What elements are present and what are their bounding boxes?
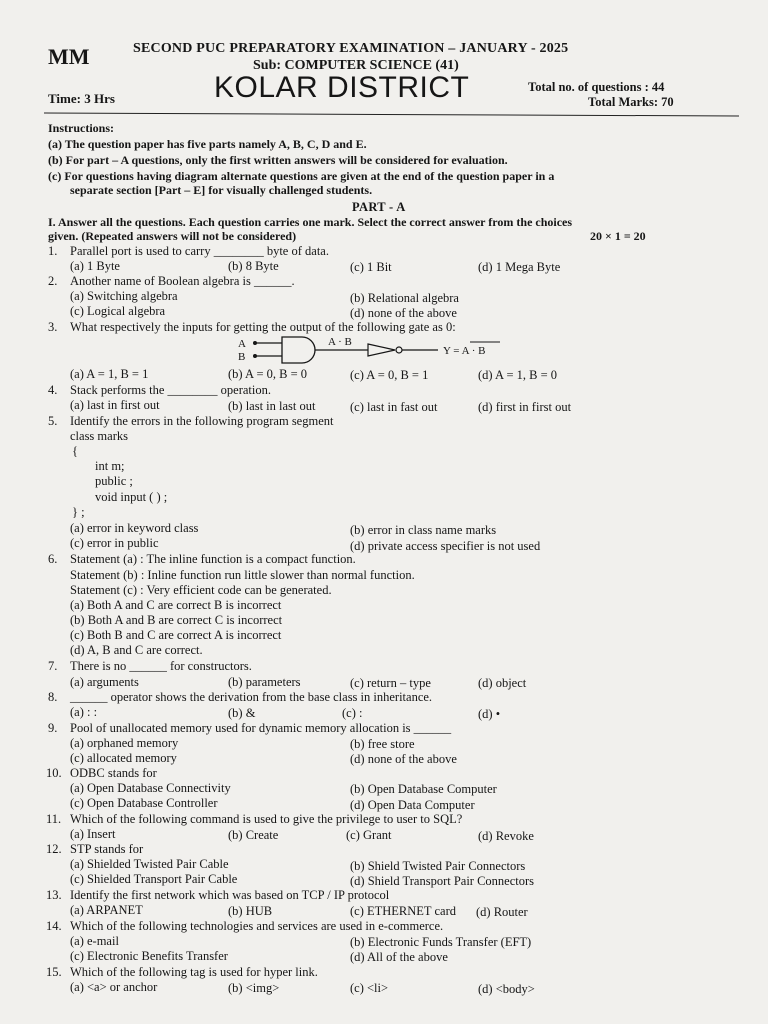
option-a: (a) e-mail: [70, 934, 119, 948]
question-number: 7.: [48, 659, 58, 673]
question-statement: Statement (b) : Inline function run little slower than normal function.: [70, 568, 415, 582]
part-instruction-cont: given. (Repeated answers will not be considered): [48, 229, 297, 243]
question-text: Identify the errors in the following program segment: [70, 414, 334, 428]
option-d: (d) <body>: [478, 982, 535, 996]
district-title: KOLAR DISTRICT: [214, 71, 470, 104]
gate-intermediate-label: A · B: [328, 336, 352, 348]
option-a: (a) ARPANET: [70, 903, 143, 917]
total-questions: Total no. of questions : 44: [528, 80, 665, 94]
logic-gate-diagram: [238, 336, 508, 366]
part-instruction: I. Answer all the questions. Each question carries one mark. Select the correct answer from the choices: [48, 215, 573, 229]
option-d: (d) All of the above: [350, 950, 448, 964]
paper-code: MM: [48, 44, 90, 69]
option-d: (d) Shield Transport Pair Connectors: [350, 874, 535, 888]
part-marks: 20 × 1 = 20: [590, 229, 646, 243]
option-d: (d) Revoke: [478, 829, 534, 843]
option-b: (b) Create: [228, 828, 279, 842]
option-c: (c) Both B and C are correct A is incorrect: [70, 628, 282, 642]
option-b: (b) &: [228, 706, 256, 720]
option-d: (d) 1 Mega Byte: [478, 260, 561, 274]
option-d: (d) object: [478, 676, 527, 690]
option-b: (b) Open Database Computer: [350, 782, 497, 796]
instruction-c-cont: separate section [Part – E] for visually challenged students.: [70, 183, 373, 197]
option-d: (d) Open Data Computer: [350, 798, 475, 812]
question-text: STP stands for: [70, 842, 144, 856]
question-number: 1.: [48, 244, 58, 258]
question-text: Stack performs the ________ operation.: [70, 383, 271, 397]
question-text: Which of the following command is used to give the privilege to user to SQL?: [70, 812, 463, 826]
option-d: (d) private access specifier is not used: [350, 539, 541, 553]
option-d: (d) none of the above: [350, 752, 457, 766]
option-d: (d) •: [478, 707, 501, 721]
code-line: } ;: [72, 505, 85, 519]
option-b: (b) error in class name marks: [350, 523, 497, 537]
option-a: (a) orphaned memory: [70, 736, 179, 750]
option-c: (c) <li>: [350, 981, 389, 995]
gate-output-label: Y = A · B: [443, 345, 486, 357]
option-c: (c) :: [342, 706, 363, 720]
option-d: (d) first in first out: [478, 400, 572, 414]
option-c: (c) ETHERNET card: [350, 904, 456, 918]
question-text: Statement (a) : The inline function is a compact function.: [70, 552, 356, 566]
subject-line: Sub: COMPUTER SCIENCE (41): [253, 58, 459, 73]
question-text: What respectively the inputs for getting the output of the following gate as 0:: [70, 320, 456, 334]
option-a: (a) : :: [70, 705, 98, 719]
question-number: 8.: [48, 690, 58, 704]
exam-title: SECOND PUC PREPARATORY EXAMINATION – JANUARY - 2025: [133, 41, 569, 56]
option-c: (c) A = 0, B = 1: [350, 368, 429, 382]
code-line: public ;: [95, 474, 133, 488]
question-text: ODBC stands for: [70, 766, 157, 780]
option-a: (a) <a> or anchor: [70, 980, 158, 994]
option-d: (d) none of the above: [350, 306, 457, 320]
gate-input-a: A: [238, 338, 246, 350]
option-b: (b) 8 Byte: [228, 259, 279, 273]
question-number: 10.: [46, 766, 62, 780]
option-b: (b) Relational algebra: [350, 291, 459, 305]
option-a: (a) error in keyword class: [70, 521, 199, 535]
question-number: 4.: [48, 383, 58, 397]
not-gate-icon: [368, 344, 395, 356]
option-c: (c) Logical algebra: [70, 304, 166, 318]
instructions-title: Instructions:: [48, 121, 115, 135]
question-text: Which of the following tag is used for hyper link.: [70, 965, 318, 979]
code-line: class marks: [70, 429, 128, 443]
option-d: (d) A = 1, B = 0: [478, 368, 558, 382]
question-number: 3.: [48, 320, 58, 334]
question-number: 13.: [46, 888, 62, 902]
option-a: (a) arguments: [70, 675, 139, 689]
option-a: (a) Open Database Connectivity: [70, 781, 231, 795]
option-c: (c) Grant: [346, 828, 392, 842]
option-b: (b) A = 0, B = 0: [228, 367, 308, 381]
question-number: 6.: [48, 552, 58, 566]
question-number: 15.: [46, 965, 62, 979]
question-statement: Statement (c) : Very efficient code can be generated.: [70, 583, 332, 597]
option-c: (c) Open Database Controller: [70, 796, 218, 810]
option-c: (c) error in public: [70, 536, 159, 550]
total-marks: Total Marks: 70: [588, 95, 674, 109]
code-line: {: [72, 444, 78, 458]
option-a: (a) Insert: [70, 827, 116, 841]
option-b: (b) parameters: [228, 675, 301, 689]
question-number: 2.: [48, 274, 58, 288]
option-c: (c) 1 Bit: [350, 260, 392, 274]
option-c: (c) return – type: [350, 676, 431, 690]
and-gate-icon: [282, 337, 315, 363]
option-a: (a) last in first out: [70, 398, 160, 412]
question-text: Pool of unallocated memory used for dynamic memory allocation is ______: [70, 721, 452, 735]
instruction-a: (a) The question paper has five parts namely A, B, C, D and E.: [48, 137, 367, 151]
question-text: Identify the first network which was based on TCP / IP protocol: [70, 888, 390, 902]
header-divider: [44, 112, 739, 116]
question-text: Parallel port is used to carry ________ byte of data.: [70, 244, 329, 258]
question-text: There is no ______ for constructors.: [70, 659, 252, 673]
option-d: (d) Router: [476, 905, 528, 919]
option-b: (b) <img>: [228, 981, 280, 995]
question-number: 14.: [46, 919, 62, 933]
option-b: (b) Shield Twisted Pair Connectors: [350, 859, 526, 873]
question-text: Which of the following technologies and services are used in e-commerce.: [70, 919, 444, 933]
option-c: (c) Electronic Benefits Transfer: [70, 949, 228, 963]
option-c: (c) last in fast out: [350, 400, 438, 414]
option-a: (a) A = 1, B = 1: [70, 367, 149, 381]
option-a: (a) Switching algebra: [70, 289, 178, 303]
option-b: (b) last in last out: [228, 399, 316, 413]
time-duration: Time: 3 Hrs: [48, 91, 115, 106]
code-line: void input ( ) ;: [95, 490, 168, 504]
question-number: 12.: [46, 842, 62, 856]
option-b: (b) free store: [350, 737, 415, 751]
option-c: (c) allocated memory: [70, 751, 177, 765]
code-line: int m;: [95, 459, 125, 473]
instruction-c: (c) For questions having diagram alternate questions are given at the end of the question paper in a: [48, 169, 555, 183]
gate-input-b: B: [238, 351, 246, 363]
option-a: (a) Both A and C are correct B is incorrect: [70, 598, 282, 612]
option-a: (a) Shielded Twisted Pair Cable: [70, 857, 229, 871]
question-text: ______ operator shows the derivation from the base class in inheritance.: [70, 690, 433, 704]
question-text: Another name of Boolean algebra is ______.: [70, 274, 295, 288]
option-a: (a) 1 Byte: [70, 259, 120, 273]
part-title: PART - A: [352, 200, 406, 214]
question-number: 5.: [48, 414, 58, 428]
question-number: 9.: [48, 721, 58, 735]
instruction-b: (b) For part – A questions, only the first written answers will be considered for evaluation.: [48, 153, 508, 167]
option-b: (b) HUB: [228, 904, 273, 918]
option-d: (d) A, B and C are correct.: [70, 643, 203, 657]
question-number: 11.: [46, 812, 62, 826]
option-c: (c) Shielded Transport Pair Cable: [70, 872, 238, 886]
option-b: (b) Both A and B are correct C is incorrect: [70, 613, 283, 627]
option-b: (b) Electronic Funds Transfer (EFT): [350, 935, 532, 949]
